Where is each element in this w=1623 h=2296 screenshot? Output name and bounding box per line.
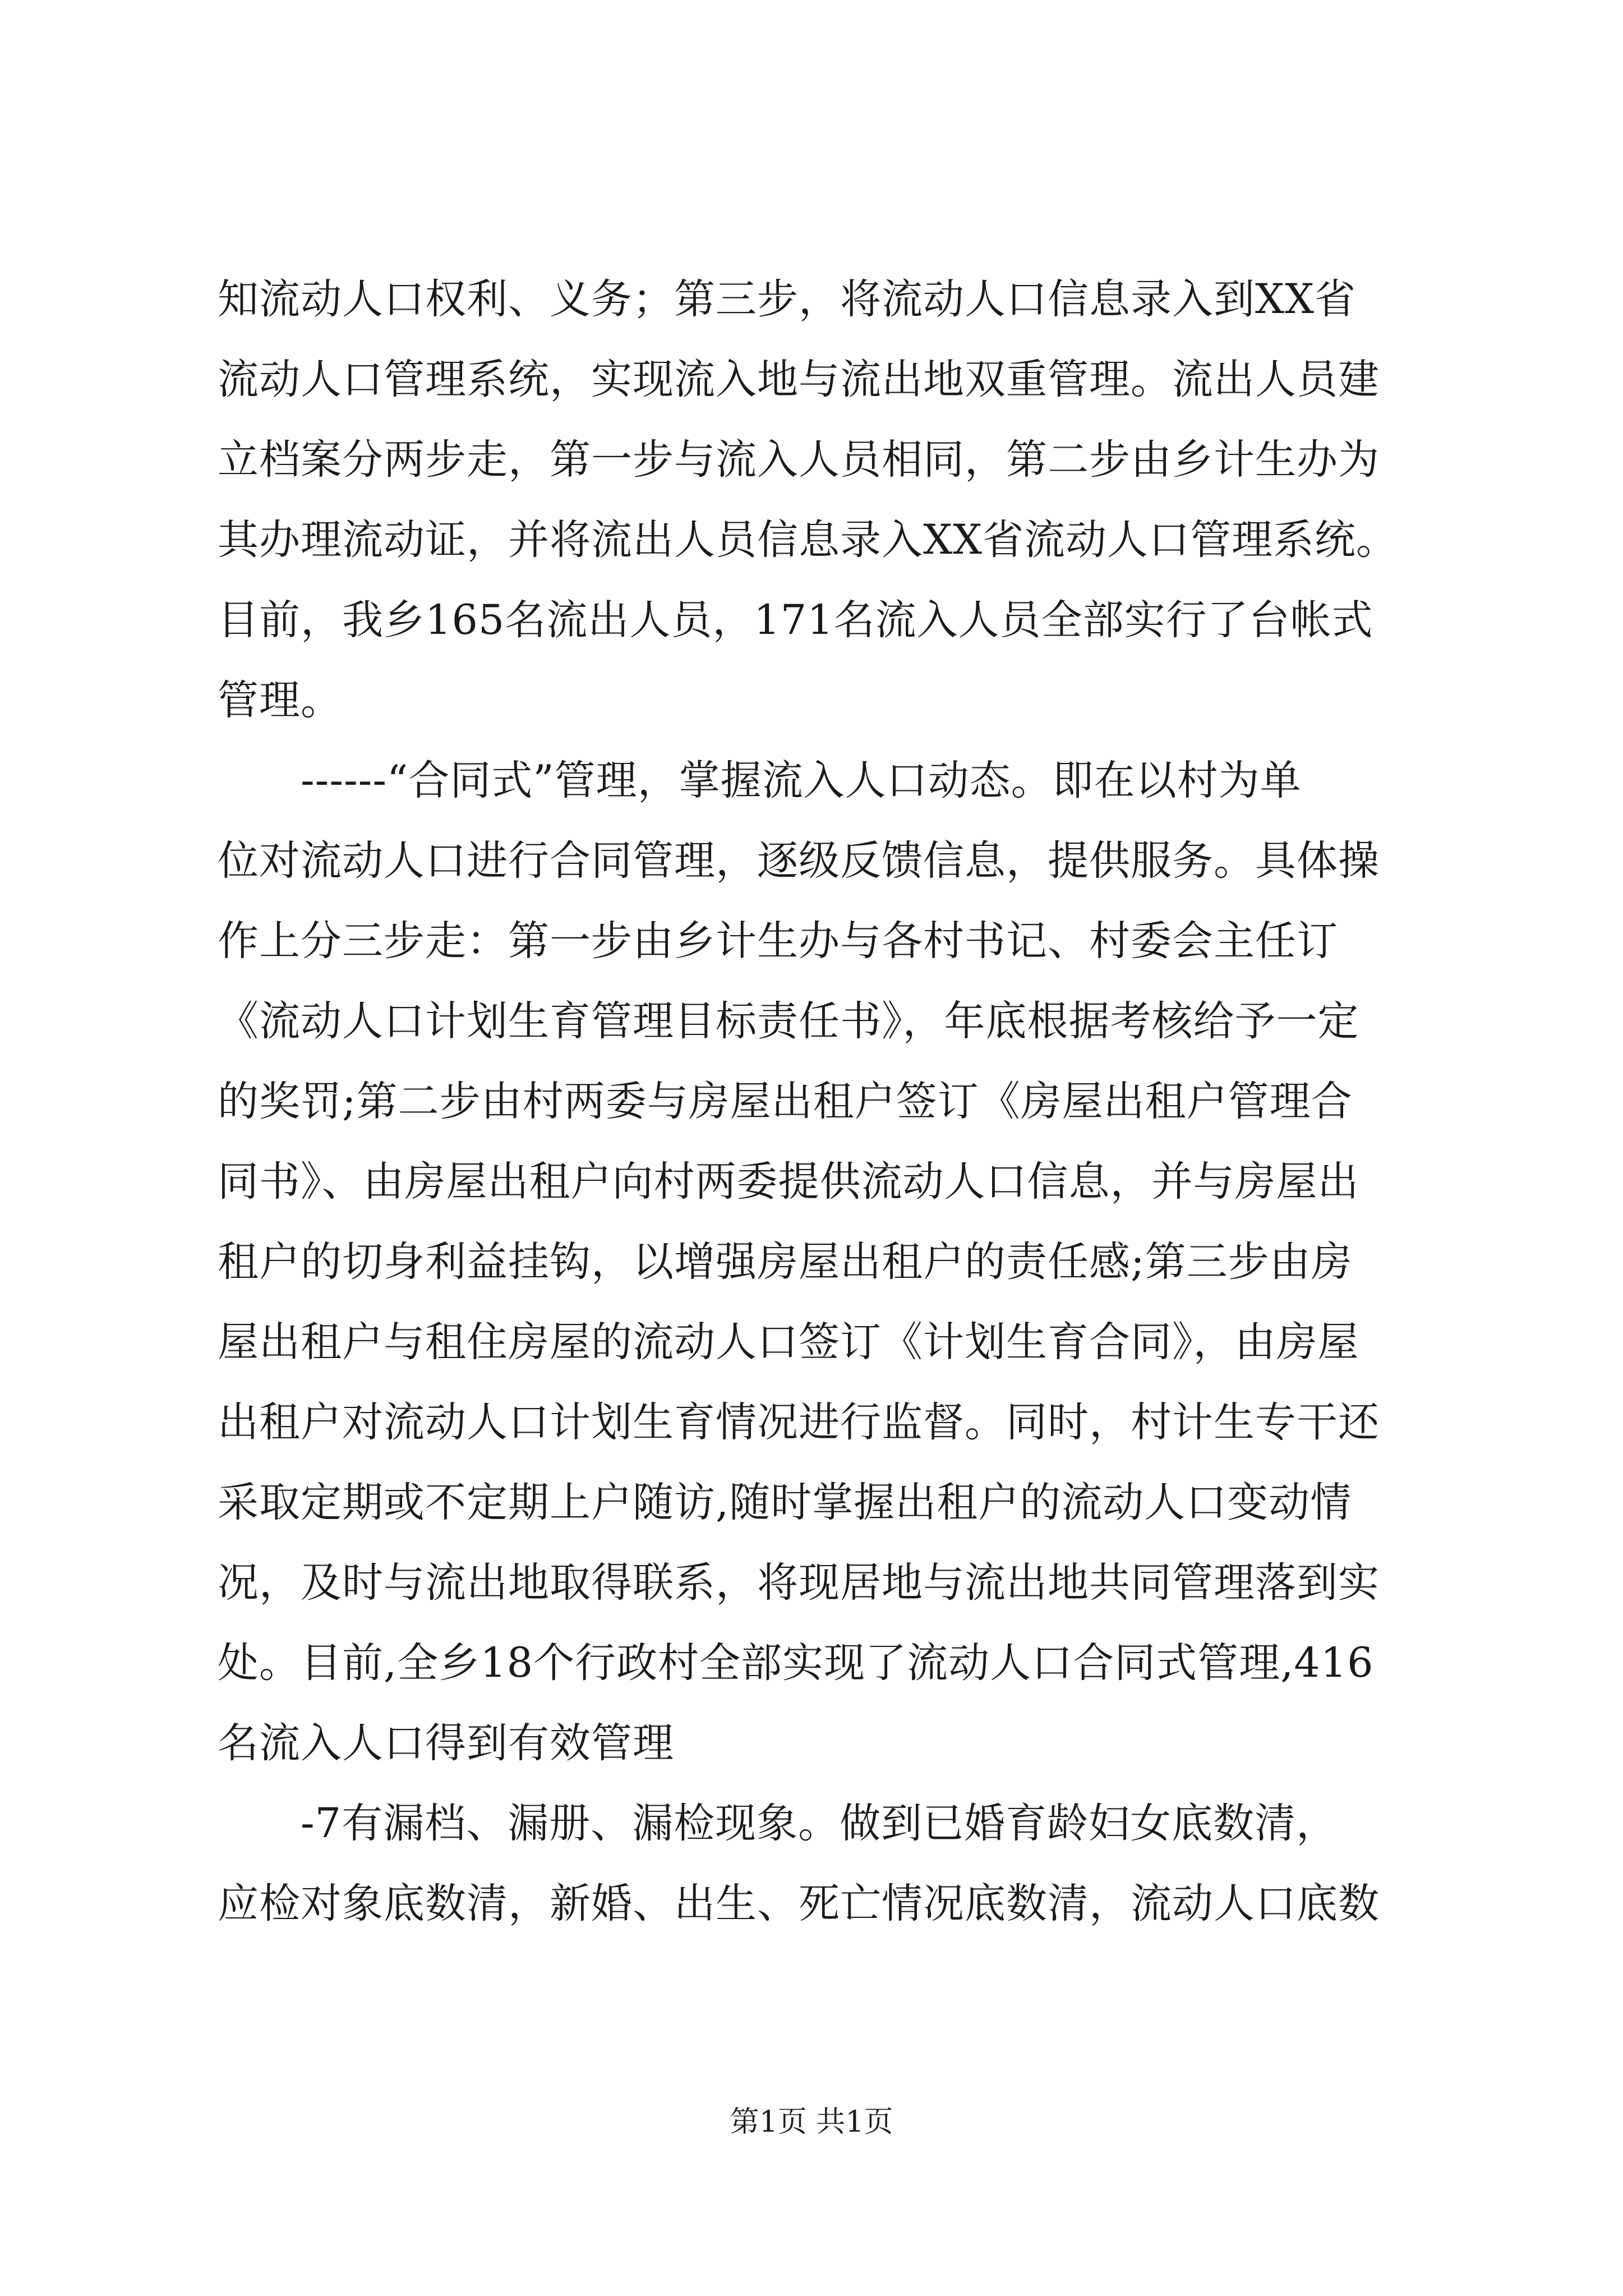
text-line-11: 的奖罚;第二步由村两委与房屋出租户签订《房屋出租户管理合 <box>218 1078 1353 1125</box>
text-line-5: 目前，我乡165名流出人员，171名流入人员全部实行了台帐式 <box>218 596 1373 644</box>
text-line-13: 租户的切身利益挂钩，以增强房屋出租户的责任感;第三步由房 <box>218 1238 1353 1286</box>
text-line-17: 况，及时与流出地取得联系，将现居地与流出地共同管理落到实 <box>218 1559 1380 1607</box>
text-line-12: 同书》、由房屋出租户向村两委提供流动人口信息，并与房屋出 <box>218 1158 1359 1205</box>
page-footer <box>0 2102 1623 2142</box>
page-number-label: 第1页 共1页 <box>730 2105 893 2139</box>
document-body <box>218 259 1412 1944</box>
text-line-15: 出租户对流动人口计划生育情况进行监督。同时，村计生专干还 <box>218 1398 1380 1446</box>
text-line-21: 应检对象底数清，新婚、出生、死亡情况底数清，流动人口底数 <box>218 1880 1380 1927</box>
text-line-16: 采取定期或不定期上户随访,随时掌握出租户的流动人口变动情 <box>218 1479 1352 1526</box>
text-line-19: 名流入人口得到有效管理 <box>218 1719 674 1767</box>
text-line-2: 流动人口管理系统，实现流入地与流出地双重管理。流出人员建 <box>218 356 1380 403</box>
text-line-9: 作上分三步走：第一步由乡计生办与各村书记、村委会主任订 <box>218 917 1338 965</box>
text-line-3: 立档案分两步走，第一步与流入人员相同，第二步由乡计生办为 <box>218 436 1380 484</box>
text-line-10: 《流动人口计划生育管理目标责任书》，年底根据考核给予一定 <box>218 997 1359 1045</box>
text-line-4: 其办理流动证，并将流出人员信息录入XX省流动人口管理系统。 <box>218 516 1398 564</box>
text-line-6: 管理。 <box>218 677 342 724</box>
text-line-14: 屋出租户与租住房屋的流动人口签订《计划生育合同》，由房屋 <box>218 1318 1359 1366</box>
text-line-7: ------“合同式”管理，掌握流入人口动态。即在以村为单 <box>218 757 1302 804</box>
text-line-8: 位对流动人口进行合同管理，逐级反馈信息，提供服务。具体操 <box>218 837 1380 885</box>
text-line-20: -7有漏档、漏册、漏检现象。做到已婚育龄妇女底数清， <box>218 1800 1338 1847</box>
text-line-18: 处。目前,全乡18个行政村全部实现了流动人口合同式管理,416 <box>218 1639 1374 1687</box>
text-line-1: 知流动人口权利、义务；第三步，将流动人口信息录入到XX省 <box>218 275 1356 323</box>
